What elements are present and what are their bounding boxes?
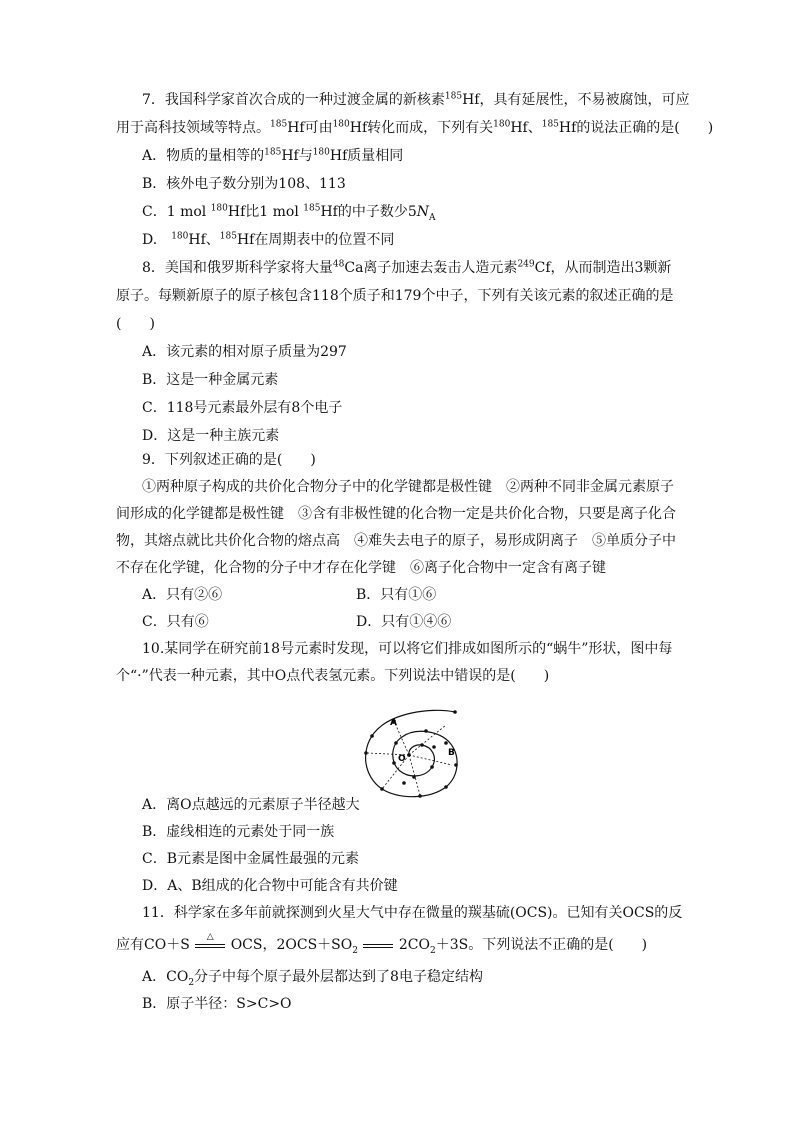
equilibrium-sign [363, 938, 393, 952]
text: 用于高科技领域等特点。 [116, 120, 270, 136]
text: 分子中每个原子最外层都达到了8电子稳定结构 [194, 969, 483, 985]
text: Hf [462, 92, 480, 108]
q10-option-c: C．B元素是图中金属性最强的元素 [142, 851, 359, 867]
q9-stem: 9．下列叙述正确的是( ) [142, 452, 316, 468]
superscript: 180 [171, 231, 189, 242]
element-dot [394, 741, 398, 745]
element-dot [454, 763, 458, 767]
q7-stem-line2 [116, 118, 713, 138]
q11-option-a [142, 967, 483, 987]
bar [363, 947, 393, 948]
q8-stem-line3: ( ) [116, 316, 155, 332]
element-dot [453, 710, 457, 714]
superscript: 185 [219, 231, 237, 242]
q8-stem-line2: 原子。每颗新原子的原子核包含118个质子和179个中子，下列有关该元素的叙述正确的是 [116, 288, 674, 304]
q9-body-line4: 不存在化学键，化合物的分子中才存在化学键 ⑥离子化合物中一定含有离子键 [116, 560, 606, 576]
text: Ca离子加速去轰击人造元素 [344, 260, 518, 276]
q8-option-c: C．118号元素最外层有8个电子 [142, 400, 343, 416]
text: Hf、 [188, 232, 220, 248]
text: OCS，2OCS＋SO [230, 937, 353, 953]
q10-option-b: B．虚线相连的元素处于同一族 [142, 824, 335, 840]
figure-label-o: O [398, 754, 406, 764]
q10-option-a: A．离O点越远的元素原子半径越大 [142, 797, 360, 813]
element-dot [418, 794, 422, 798]
element-dot [380, 787, 384, 791]
figure-label-a: A [390, 718, 397, 728]
q7-option-b: B．核外电子数分别为108、113 [142, 176, 346, 192]
heat-symbol: △ [206, 932, 214, 942]
superscript: 185 [264, 147, 282, 158]
superscript: 249 [517, 259, 535, 270]
element-dot [430, 765, 434, 769]
q10-stem-line2: 个“·”代表一种元素，其中O点代表氢元素。下列说法中错误的是( ) [116, 668, 550, 684]
dashed-line [409, 755, 420, 795]
element-dot [444, 741, 448, 745]
text: Hf比1 mol [227, 204, 304, 220]
superscript: 180 [493, 119, 511, 130]
q7-stem-line1 [142, 90, 689, 110]
element-dot [370, 734, 374, 738]
q9-body-line2: 间形成的化学键都是极性键 ③含有非极性键的化合物一定是共价化合物，只要是离子化合 [116, 506, 676, 522]
text: 7．我国科学家首次合成的一种过渡金属的新核素 [142, 92, 445, 108]
element-dot [412, 775, 416, 779]
superscript: 185 [270, 119, 288, 130]
element-dot [407, 753, 411, 757]
text: Hf在周期表中的位置不同 [236, 232, 395, 248]
figure-label-b: B [448, 748, 455, 758]
text: ＋3S。下列说法不正确的是( ) [435, 937, 648, 953]
bar [363, 944, 393, 945]
element-dot [420, 743, 424, 747]
text: 8．美国和俄罗斯科学家将大量 [142, 260, 333, 276]
text: Hf的说法正确的是( ) [558, 120, 714, 136]
q8-stem-line1 [142, 258, 671, 278]
text: Hf可由 [287, 120, 333, 136]
bar [195, 944, 225, 945]
q10-option-d: D．A、B组成的化合物中可能含有共价键 [142, 878, 398, 894]
text: D. [142, 232, 172, 248]
element-dots [364, 710, 458, 798]
superscript: 180 [210, 203, 228, 214]
subscript: 2 [429, 945, 436, 956]
text: 应有CO＋S [116, 937, 190, 953]
q10-stem-line1: 10.某同学在研究前18号元素时发现，可以将它们排成如图所示的“蜗牛”形状，图中每 [142, 641, 673, 657]
bar [195, 947, 225, 948]
text: 2CO [398, 937, 430, 953]
q8-option-b: B．这是一种金属元素 [142, 372, 279, 388]
text: Hf质量相同 [329, 148, 404, 164]
text: Hf与 [281, 148, 313, 164]
element-dot [444, 785, 448, 789]
q9-body-line3: 物，其熔点就比共价化合物的熔点高 ④难失去电子的原子，易形成阴离子 ⑤单质分子中 [116, 533, 676, 549]
superscript: 180 [312, 147, 330, 158]
superscript: 185 [303, 203, 321, 214]
dashed-line [409, 725, 446, 755]
superscript: 185 [541, 119, 559, 130]
q8-option-d: D．这是一种主族元素 [142, 428, 280, 444]
q7-option-c [142, 202, 436, 222]
group-dashed-lines [368, 721, 452, 795]
text: ，具有延展性，不易被腐蚀，可应 [479, 92, 690, 108]
text: Hf转化而成，下列有关 [349, 120, 494, 136]
q9-body-line1: ①两种原子构成的共价化合物分子中的化学键都是极性键 ②两种不同非金属元素原子 [142, 479, 674, 495]
q9-option-a: A．只有②⑥ [142, 587, 223, 603]
q8-option-a: A．该元素的相对原子质量为297 [142, 344, 347, 360]
element-dot [392, 761, 396, 765]
q11-option-b: B．原子半径：S>C>O [142, 996, 292, 1012]
element-dot [364, 751, 368, 755]
dashed-line [409, 755, 452, 765]
text: A．物质的量相等的 [142, 148, 265, 164]
q11-stem-line1: 11．科学家在多年前就探测到火星大气中存在微量的羰基硫(OCS)。已知有关OCS的反 [142, 905, 683, 921]
superscript: 185 [444, 91, 463, 102]
text: A．CO [142, 969, 189, 985]
q9-option-b: B．只有①⑥ [356, 587, 437, 603]
q9-option-d: D．只有①④⑥ [356, 614, 452, 630]
q7-option-d [142, 230, 394, 250]
superscript: 48 [332, 259, 345, 270]
text: Hf的中子数少5 [320, 204, 417, 220]
superscript: 180 [332, 119, 350, 130]
element-dot [432, 745, 436, 749]
subscript: A [429, 212, 436, 223]
q9-option-c: C．只有⑥ [142, 614, 209, 630]
text: Cf，从而制造出3颗新 [534, 260, 672, 276]
snail-periodic-figure [360, 703, 470, 803]
heating-equilibrium-sign [195, 932, 225, 952]
text: N [416, 204, 430, 220]
text: C．1 mol [142, 204, 211, 220]
text: Hf、 [510, 120, 542, 136]
q7-option-a [142, 146, 403, 166]
subscript: 2 [188, 977, 195, 988]
element-dot [424, 729, 428, 733]
q11-stem-line2 [116, 932, 648, 956]
element-dot [402, 781, 406, 785]
subscript: 2 [352, 945, 358, 956]
